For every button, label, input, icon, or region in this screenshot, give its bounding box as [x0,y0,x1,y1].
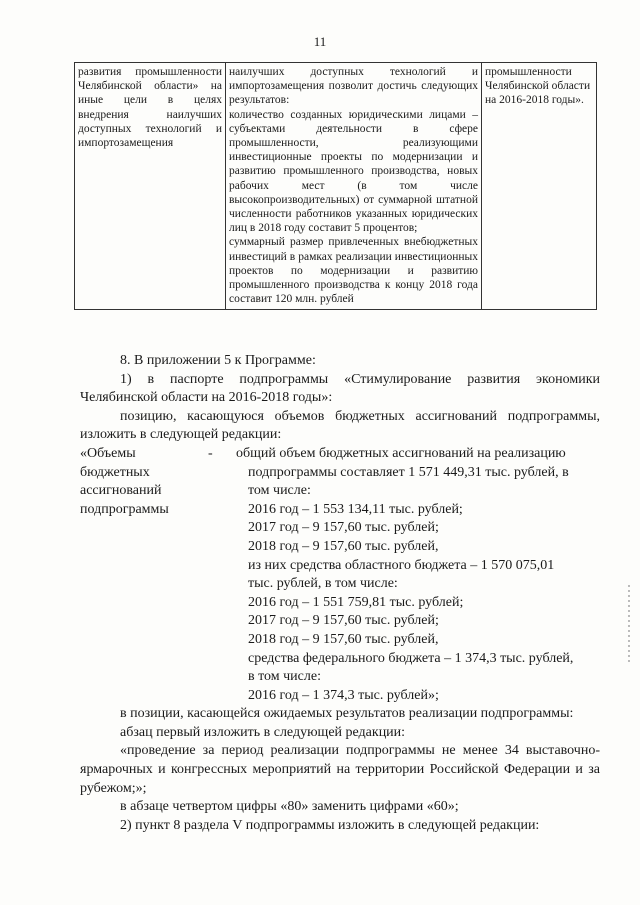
value-line: тыс. рублей, в том числе: [248,576,398,592]
cell-text: суммарный размер привлеченных внебюджетных инвестиций в рамках реализации инвестиционных проектов по модернизации и развитию промышленного производства к концу 2018 года составит 120 млн. рублей [229,236,478,306]
param-value [236,445,600,705]
cell-text: наилучших доступных технологий и импортозамещения позволит достичь следующих результатов: [229,66,478,107]
value-line: 2017 год – 9 157,60 тыс. рублей; [248,613,439,629]
table-cell-col3 [482,63,597,310]
scan-edge-mark [628,585,630,665]
value-line: 2018 год – 9 157,60 тыс. рублей, [248,631,439,647]
table-cell-col2 [226,63,482,310]
value-line: том числе: [248,483,311,499]
value-line: подпрограммы составляет 1 571 449,31 тыс. рублей, в [248,464,569,480]
paragraph-expected-results: в позиции, касающейся ожидаемых результатов реализации подпрограммы: [120,706,574,722]
value-line: в том числе: [248,669,321,685]
paragraph-budget-position: позицию, касающуюся объемов бюджетных ассигнований подпрограммы, изложить в следующей редакции: [80,408,600,443]
param-dash: - [208,445,213,461]
value-line: 2017 год – 9 157,60 тыс. рублей; [248,520,439,536]
table-row [75,63,597,310]
cell-text: количество созданных юридическими лицами – субъектами деятельности в сфере промышленности, реализующими инвестиционные проекты по модернизации и развитию промышленного производства, новых рабочих мест (в том числе высокопроизводительных) от суммарной штатной численности работников указанных юридических лиц в 2018 году составит 5 процентов; [229,108,478,235]
value-line: 2018 год – 9 157,60 тыс. рублей, [248,538,439,554]
paragraph-appendix-5: 8. В приложении 5 к Программе: [120,353,316,368]
subprogram-table [74,62,597,310]
paragraph-exhibitions: «проведение за период реализации подпрограммы не менее 34 выставочно-ярмарочных и конгрессных мероприятий на территории Российской Федерации и за рубежом;»; [80,743,600,796]
page-number: 11 [313,34,327,49]
table-cell-col1 [75,63,226,310]
budget-allocation-block [80,445,600,705]
paragraph-passport: 1) в паспорте подпрограммы «Стимулирование развития экономики Челябинской области на 2016-2018 годы»: [80,371,600,406]
value-line: 2016 год – 1 553 134,11 тыс. рублей; [248,501,463,517]
cell-text: развития промышленности Челябинской области» на иные цели в целях внедрения наилучших доступных технологий и импортозамещения [78,66,222,150]
paragraph-fourth-abstract: в абзаце четвертом цифры «80» заменить цифрами «60»; [120,799,459,815]
paragraph-first-abstract: абзац первый изложить в следующей редакции: [120,724,406,740]
cell-text: промышленности Челябинской области на 2016-2018 годы». [485,66,591,107]
document-body [80,352,600,835]
value-line: из них средства областного бюджета – 1 570 075,01 [248,557,555,573]
value-line: 2016 год – 1 551 759,81 тыс. рублей; [248,594,464,610]
value-line: общий объем бюджетных ассигнований на реализацию [236,445,566,461]
param-label: «Объемы бюджетных ассигнований подпрограммы [80,445,169,517]
value-line: средства федерального бюджета – 1 374,3 тыс. рублей, [248,650,574,666]
paragraph-section-v: 2) пункт 8 раздела V подпрограммы изложить в следующей редакции: [120,817,540,833]
value-line: 2016 год – 1 374,3 тыс. рублей»; [248,687,439,703]
